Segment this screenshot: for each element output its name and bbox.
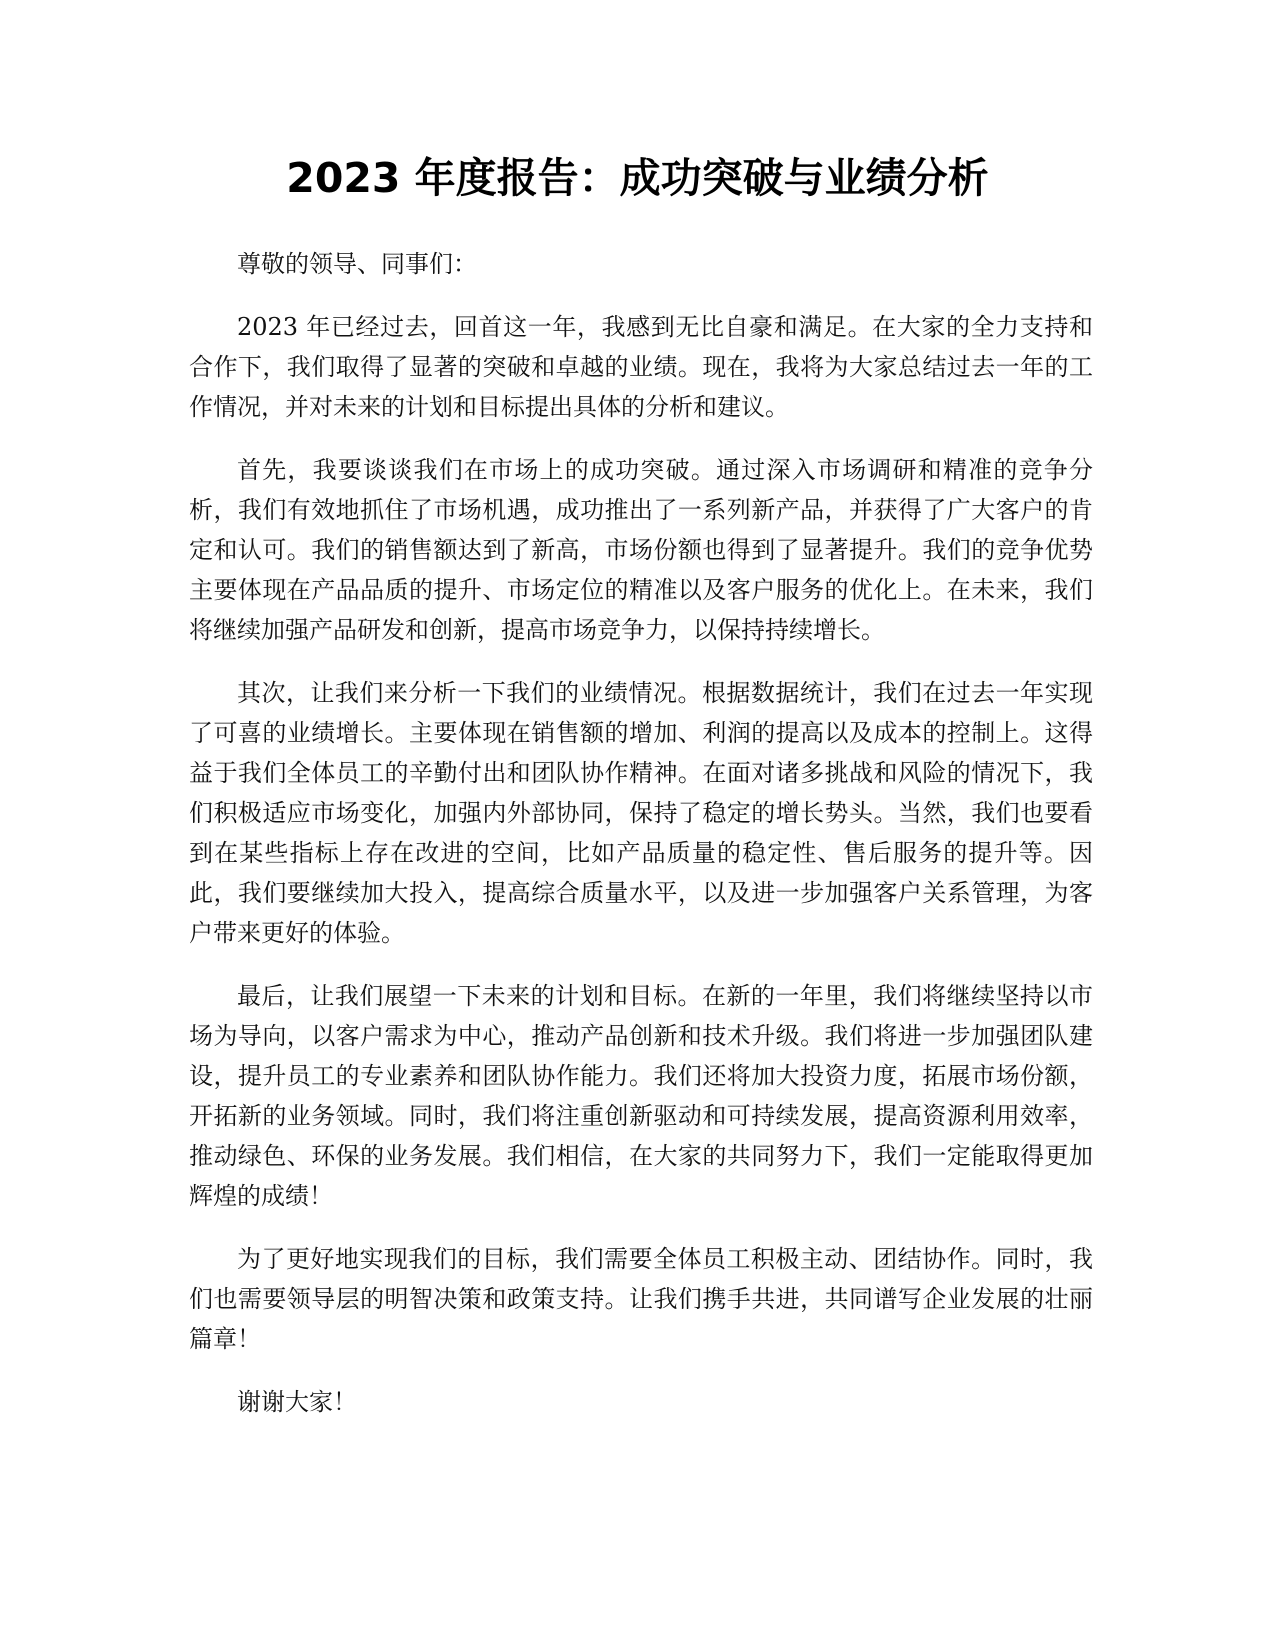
salutation-paragraph: 尊敬的领导、同事们： [237, 250, 477, 278]
future-plans-paragraph: 最后，让我们展望一下未来的计划和目标。在新的一年里，我们将继续坚持以市场为导向，以客户需求为中心，推动产品创新和技术升级。我们将进一步加强团队建设，提升员工的专业素养和团队协作能力。我们还将加大投资力度，拓展市场份额，开拓新的业务领域。同时，我们将注重创新驱动和可持续发展，提高资源利用效率，推动绿色、环保的业务发展。我们相信，在大家的共同努力下，我们一定能取得更加辉煌的成绩！ [189, 982, 1093, 1210]
intro-paragraph: 2023 年已经过去，回首这一年，我感到无比自豪和满足。在大家的全力支持和合作下，我们取得了显著的突破和卓越的业绩。现在，我将为大家总结过去一年的工作情况，并对未来的计划和目标提出具体的分析和建议。 [189, 313, 1093, 421]
market-breakthrough-paragraph: 首先，我要谈谈我们在市场上的成功突破。通过深入市场调研和精准的竞争分析，我们有效地抓住了市场机遇，成功推出了一系列新产品，并获得了广大客户的肯定和认可。我们的销售额达到了新高，市场份额也得到了显著提升。我们的竞争优势主要体现在产品品质的提升、市场定位的精准以及客户服务的优化上。在未来，我们将继续加强产品研发和创新，提高市场竞争力，以保持持续增长。 [189, 456, 1093, 644]
performance-analysis-paragraph: 其次，让我们来分析一下我们的业绩情况。根据数据统计，我们在过去一年实现了可喜的业绩增长。主要体现在销售额的增加、利润的提高以及成本的控制上。这得益于我们全体员工的辛勤付出和团队协作精神。在面对诸多挑战和风险的情况下，我们积极适应市场变化，加强内外部协同，保持了稳定的增长势头。当然，我们也要看到在某些指标上存在改进的空间，比如产品质量的稳定性、售后服务的提升等。因此，我们要继续加大投入，提高综合质量水平，以及进一步加强客户关系管理，为客户带来更好的体验。 [189, 679, 1093, 947]
document-body [189, 244, 1093, 1445]
closing-paragraph: 谢谢大家！ [237, 1388, 357, 1416]
call-to-action-paragraph: 为了更好地实现我们的目标，我们需要全体员工积极主动、团结协作。同时，我们也需要领导层的明智决策和政策支持。让我们携手共进，共同谱写企业发展的壮丽篇章！ [189, 1245, 1093, 1353]
document-title: 2023 年度报告：成功突破与业绩分析 [286, 154, 989, 202]
